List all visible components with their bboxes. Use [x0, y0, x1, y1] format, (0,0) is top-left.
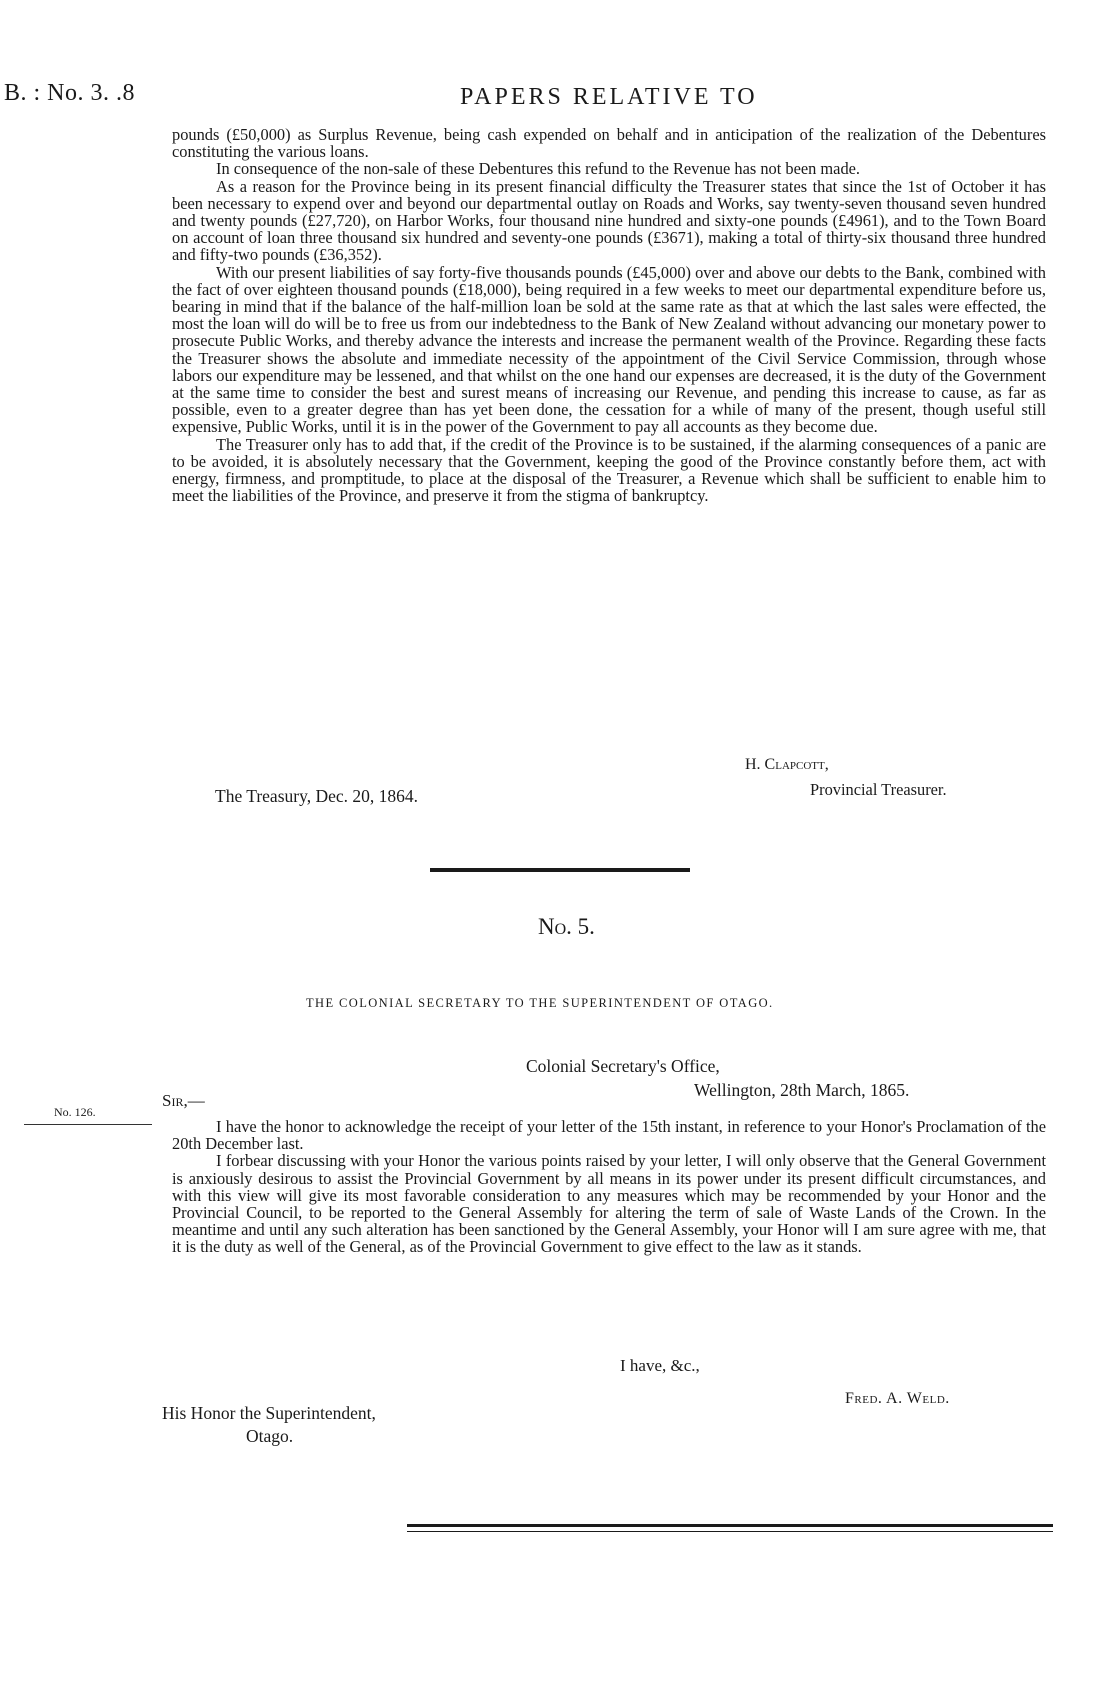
document-number: No. 5. — [538, 914, 595, 939]
end-rule — [407, 1531, 1053, 1532]
treasurer-report — [172, 126, 1046, 504]
addressee-line: His Honor the Superintendent, — [162, 1403, 376, 1423]
margin-rule — [24, 1124, 152, 1125]
letter-paragraph: I forbear discussing with your Honor the various points raised by your letter, I will only observe that the General Government is anxiously desirous to assist the Provincial Government by all means in its power under its present difficult circumstances, and with this view will give its most favorable consideration to any measures which may be recommended by your Honor and the Provincial Council, to be reported to the General Assembly for altering the term of sale of Waste Lands of the Crown. In the meantime and until any such alteration has been sanctioned by the General Assembly, your Honor will I am sure agree with me, that it is the duty as well of the General, as of the Provincial Government to give effect to the law as it stands. — [172, 1151, 1046, 1257]
addressee — [162, 1402, 376, 1448]
page-reference: B. : No. 3. .8 — [4, 80, 136, 106]
letter-closing: I have, &c., — [620, 1356, 700, 1375]
treasury-date: The Treasury, Dec. 20, 1864. — [215, 786, 419, 806]
sender-office: Colonial Secretary's Office, — [526, 1056, 720, 1076]
report-paragraph: In consequence of the non-sale of these Debentures this refund to the Revenue has not been made. — [216, 159, 861, 179]
letter-paragraph: I have the honor to acknowledge the receipt of your letter of the 15th instant, in reference to your Honor's Proclamation of the 20th December last. — [172, 1117, 1046, 1154]
letter-date: Wellington, 28th March, 1865. — [694, 1080, 910, 1100]
end-rule — [407, 1524, 1053, 1527]
letter-body — [172, 1118, 1046, 1256]
running-title: PAPERS RELATIVE TO — [460, 84, 758, 110]
report-paragraph: The Treasurer only has to add that, if the credit of the Province is to be sustained, if the alarming consequences of a panic are to be avoided, it is absolutely necessary that the Government, keeping the good of the Province constantly before them, act with energy, firmness, and promptitude, to place at the disposal of the Treasurer, a Revenue which shall be sufficient to enable him to meet the liabilities of the Province, and preserve it from the stigma of bankruptcy. — [172, 434, 1046, 506]
margin-reference: No. 126. — [54, 1105, 96, 1119]
letter-heading: THE COLONIAL SECRETARY TO THE SUPERINTENDENT OF OTAGO. — [306, 996, 774, 1010]
salutation: Sir,— — [162, 1091, 205, 1110]
report-paragraph: pounds (£50,000) as Surplus Revenue, being cash expended on behalf and in anticipation of the realization of the Debentures constituting the various loans. — [172, 125, 1046, 162]
addressee-line: Otago. — [246, 1426, 294, 1446]
report-paragraph: With our present liabilities of say forty-five thousands pounds (£45,000) over and above our debts to the Bank, combined with the fact of over eighteen thousand pounds (£18,000), being required in a few weeks to meet our departmental expenditure before us, bearing in mind that if the balance of the half-million loan be sold at the same rate as that at which the last sales were effected, the most the loan will do will be to free us from our indebtedness to the Bank of New Zealand without advancing our monetary power to prosecute Public Works, and thereby advance the interests and increase the permanent wealth of the Province. Regarding these facts the Treasurer shows the absolute and immediate necessity of the appointment of the Civil Service Commission, through whose labors our expenditure may be lessened, and that whilst on the one hand our expenses are decreased, it is the duty of the Government at the same time to consider the best and surest means of increasing our Revenue, and pending this increase to cause, as far as possible, even to a greater degree than has yet been done, the cessation for a while of many of the present, though useful still expensive, Public Works, until it is in the power of the Government to pay all accounts as they become due. — [172, 262, 1046, 437]
treasurer-signature: H. Clapcott, — [745, 756, 829, 773]
letter-signer: Fred. A. Weld. — [845, 1390, 950, 1407]
section-divider — [430, 868, 690, 872]
report-paragraph: As a reason for the Province being in its present financial difficulty the Treasurer states that since the 1st of October it has been necessary to expend over and beyond our departmental outlay on Roads and Works, say twenty-seven thousand seven hundred and twenty pounds (£27,720), on Harbor Works, four thousand nine hundred and sixty-one pounds (£4961), and to the Town Board on account of loan three thousand six hundred and seventy-one pounds (£3671), making a total of thirty-six thousand three hundred and fifty-two pounds (£36,352). — [172, 176, 1046, 265]
treasurer-title: Provincial Treasurer. — [810, 780, 947, 799]
